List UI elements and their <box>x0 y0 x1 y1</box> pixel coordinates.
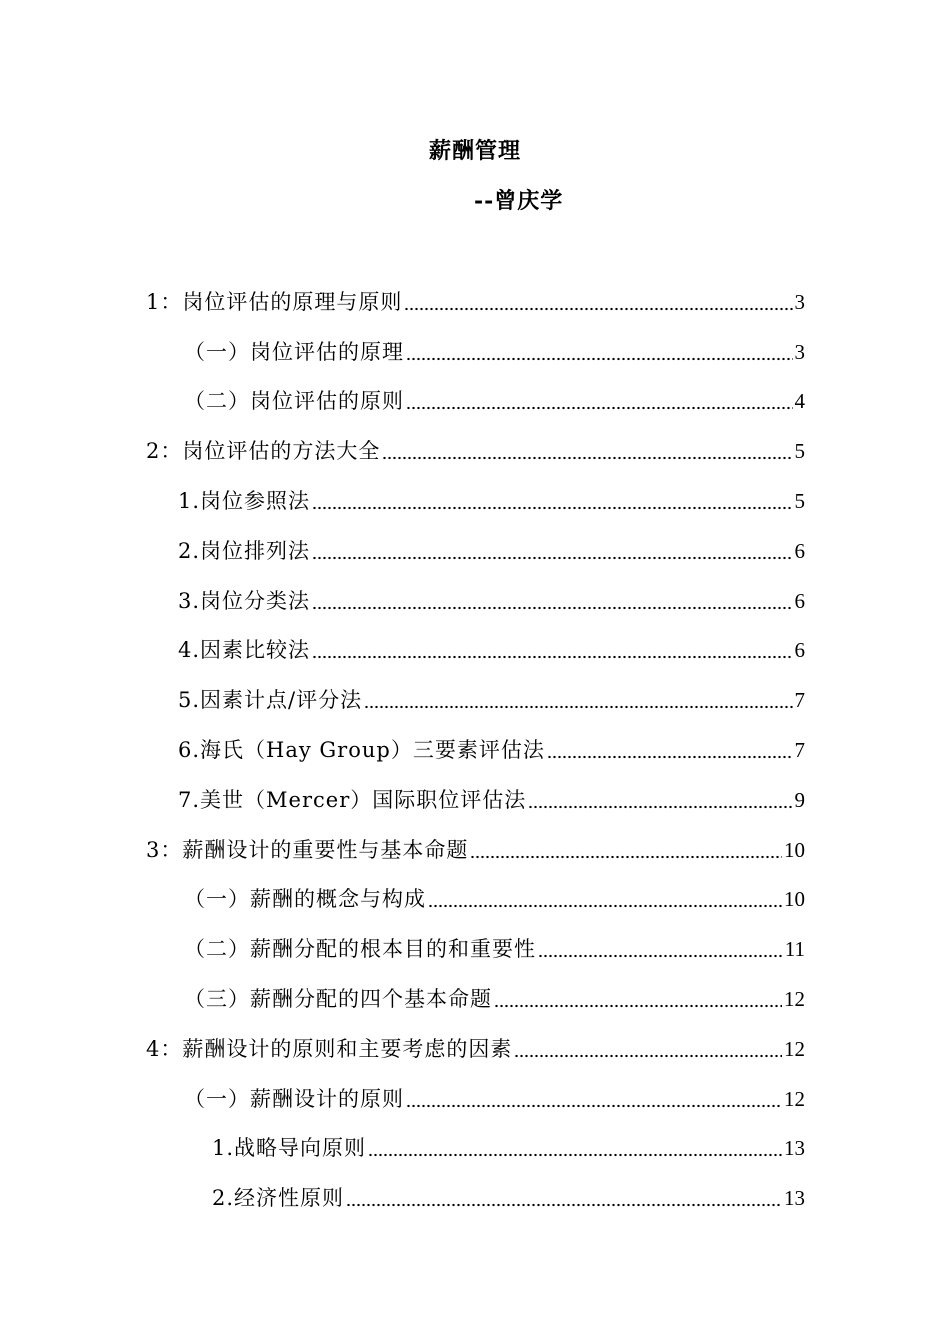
toc-dot-leader <box>406 357 793 361</box>
toc-entry-title: （一）岗位评估的原理 <box>184 339 404 364</box>
toc-entry[interactable] <box>0 626 950 676</box>
toc-entry[interactable] <box>0 277 950 327</box>
toc-entry-title: 4：薪酬设计的原则和主要考虑的因素 <box>146 1036 513 1061</box>
toc-page-number: 3 <box>794 289 805 314</box>
toc-entry[interactable] <box>0 875 950 925</box>
toc-entry-title: （二）岗位评估的原则 <box>184 389 404 414</box>
document-author: --曾庆学 <box>474 188 564 214</box>
toc-page-number: 6 <box>794 638 805 663</box>
toc-entry[interactable] <box>0 576 950 626</box>
toc-dot-leader <box>364 705 792 709</box>
toc-entry[interactable] <box>0 526 950 576</box>
toc-dot-leader <box>547 755 793 759</box>
toc-dot-leader <box>382 456 792 460</box>
toc-entry-title: 5.因素计点/评分法 <box>178 688 363 713</box>
toc-page-number: 4 <box>794 389 805 414</box>
toc-page-number: 6 <box>794 538 805 563</box>
toc-entry-title: 1：岗位评估的原理与原则 <box>146 289 403 314</box>
toc-dot-leader <box>428 904 782 908</box>
toc-entry-title: 7.美世（Mercer）国际职位评估法 <box>178 787 527 812</box>
toc-entry-title: 1.战略导向原则 <box>212 1136 367 1161</box>
toc-dot-leader <box>528 805 792 809</box>
toc-entry[interactable] <box>0 327 950 377</box>
document-title: 薪酬管理 <box>428 138 521 164</box>
toc-page-number: 6 <box>794 588 805 613</box>
toc-entry[interactable] <box>0 1024 950 1074</box>
toc-page-number: 12 <box>784 1036 805 1061</box>
toc-entry[interactable] <box>0 1173 950 1223</box>
toc-dot-leader <box>406 1104 782 1108</box>
toc-dot-leader <box>538 954 783 958</box>
toc-entry[interactable] <box>0 725 950 775</box>
toc-page-number: 5 <box>794 439 805 464</box>
toc-dot-leader <box>470 855 782 859</box>
toc-entry-title: 2：岗位评估的方法大全 <box>146 439 381 464</box>
toc-entry[interactable] <box>0 377 950 427</box>
toc-dot-leader <box>494 1004 782 1008</box>
toc-entry-title: 6.海氏（Hay Group）三要素评估法 <box>178 738 545 763</box>
toc-dot-leader <box>346 1203 782 1207</box>
toc-entry[interactable] <box>0 825 950 875</box>
toc-entry-title: 2.经济性原则 <box>212 1186 345 1211</box>
toc-entry[interactable] <box>0 775 950 825</box>
toc-entry-title: 3.岗位分类法 <box>178 588 311 613</box>
toc-entry[interactable] <box>0 974 950 1024</box>
toc-page-number: 10 <box>784 837 805 862</box>
toc-page-number: 12 <box>784 1086 805 1111</box>
toc-page-number: 5 <box>794 489 805 514</box>
toc-page-number: 3 <box>794 339 805 364</box>
toc-page-number: 7 <box>794 688 805 713</box>
table-of-contents <box>0 277 950 1223</box>
toc-entry-title: （一）薪酬设计的原则 <box>184 1086 404 1111</box>
toc-page-number: 13 <box>784 1186 805 1211</box>
toc-entry[interactable] <box>0 1074 950 1124</box>
toc-page-number: 13 <box>784 1136 805 1161</box>
toc-entry[interactable] <box>0 426 950 476</box>
toc-dot-leader <box>312 655 792 659</box>
toc-entry-title: （三）薪酬分配的四个基本命题 <box>184 987 492 1012</box>
toc-page-number: 12 <box>784 987 805 1012</box>
toc-dot-leader <box>312 606 792 610</box>
toc-entry-title: （一）薪酬的概念与构成 <box>184 887 426 912</box>
toc-entry-title: （二）薪酬分配的根本目的和重要性 <box>184 937 536 962</box>
toc-dot-leader <box>312 556 792 560</box>
toc-page-number: 10 <box>784 887 805 912</box>
toc-page-number: 7 <box>794 738 805 763</box>
toc-entry[interactable] <box>0 675 950 725</box>
toc-dot-leader <box>406 406 793 410</box>
toc-dot-leader <box>312 506 792 510</box>
toc-page-number: 9 <box>794 787 805 812</box>
toc-entry[interactable] <box>0 1124 950 1174</box>
toc-dot-leader <box>404 307 792 311</box>
toc-entry[interactable] <box>0 924 950 974</box>
toc-entry-title: 4.因素比较法 <box>178 638 311 663</box>
toc-entry-title: 3：薪酬设计的重要性与基本命题 <box>146 837 469 862</box>
toc-entry-title: 2.岗位排列法 <box>178 538 311 563</box>
toc-dot-leader <box>514 1054 782 1058</box>
toc-page-number: 11 <box>784 937 805 962</box>
toc-entry[interactable] <box>0 476 950 526</box>
toc-entry-title: 1.岗位参照法 <box>178 489 311 514</box>
toc-dot-leader <box>368 1153 782 1157</box>
